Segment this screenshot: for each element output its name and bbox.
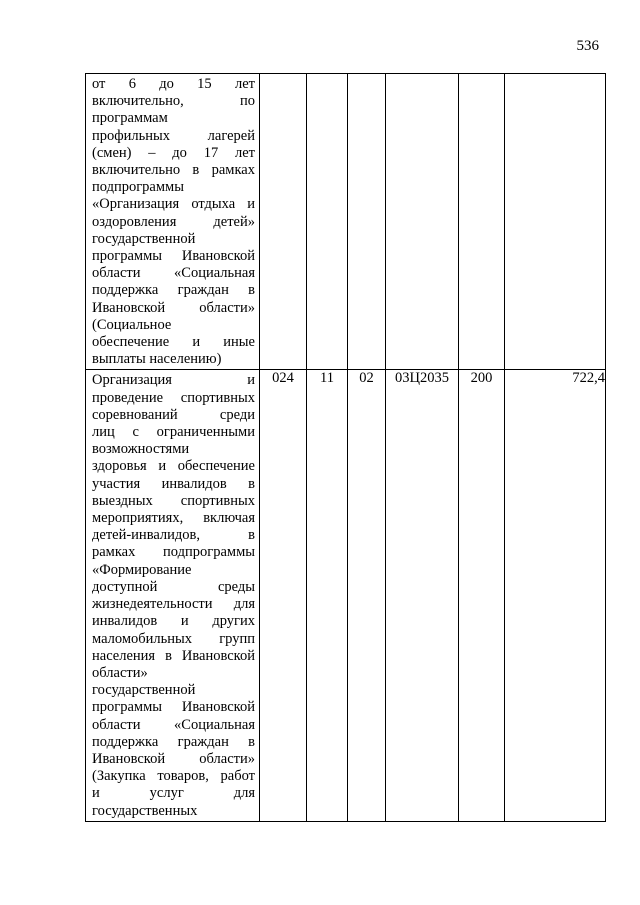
name-line: государственной <box>92 682 196 699</box>
section-code-cell <box>307 74 348 370</box>
target-article-cell <box>386 74 459 370</box>
name-line: включительно в рамках <box>92 162 255 179</box>
ministry-code-cell: 024 <box>260 370 307 821</box>
name-line: государственной <box>92 230 196 247</box>
name-line: соревнований среди <box>92 406 255 423</box>
name-line: доступной среды <box>92 578 255 595</box>
name-line: Ивановской области» <box>92 750 255 767</box>
name-line: возможностями <box>92 441 190 458</box>
name-line: области «Социальная <box>92 716 255 733</box>
name-line: участия инвалидов в <box>92 475 255 492</box>
name-line: и услуг для <box>92 785 255 802</box>
name-line: подпрограммы <box>92 179 184 196</box>
expense-name-cell <box>86 370 260 821</box>
name-line: «Организация отдыха и <box>92 196 255 213</box>
name-line: поддержка граждан в <box>92 733 255 750</box>
name-line: (смен) – до 17 лет <box>92 144 255 161</box>
amount-cell <box>505 74 606 370</box>
name-line: от 6 до 15 лет <box>92 76 255 92</box>
name-line: программам <box>92 110 168 127</box>
name-line: населения в Ивановской <box>92 647 255 664</box>
name-line: Организация и <box>92 372 255 389</box>
name-line: рамках подпрограммы <box>92 544 255 561</box>
name-line: программы Ивановской <box>92 248 255 265</box>
amount-cell: 722,4 <box>505 370 606 821</box>
name-line: здоровья и обеспечение <box>92 458 255 475</box>
name-line: проведение спортивных <box>92 389 255 406</box>
name-line: области» <box>92 664 148 681</box>
name-line: (Социальное <box>92 316 172 333</box>
name-line: включительно, по <box>92 93 255 110</box>
name-line: области «Социальная <box>92 265 255 282</box>
name-line: маломобильных групп <box>92 630 255 647</box>
page-number: 536 <box>576 38 599 54</box>
name-line: Ивановской области» <box>92 299 255 316</box>
name-line: выездных спортивных <box>92 492 255 509</box>
name-line: «Формирование <box>92 561 192 578</box>
name-line: мероприятиях, включая <box>92 510 255 527</box>
table-row <box>86 370 606 821</box>
name-line: выплаты населению) <box>92 351 222 368</box>
name-line: детей-инвалидов, в <box>92 527 255 544</box>
target-article-cell: 03Ц2035 <box>386 370 459 821</box>
table-row <box>86 74 606 370</box>
subsection-code-cell <box>348 74 386 370</box>
ministry-code-cell <box>260 74 307 370</box>
expense-name-cell <box>86 74 260 370</box>
name-line: (Закупка товаров, работ <box>92 768 255 785</box>
name-line: инвалидов и других <box>92 613 255 630</box>
subsection-code-cell: 02 <box>348 370 386 821</box>
name-line: государственных <box>92 802 198 819</box>
name-line: лиц с ограниченными <box>92 424 255 441</box>
name-line: профильных лагерей <box>92 127 255 144</box>
name-line: оздоровления детей» <box>92 213 255 230</box>
section-code-cell: 11 <box>307 370 348 821</box>
budget-table <box>85 73 606 822</box>
name-line: жизнедеятельности для <box>92 596 255 613</box>
name-line: поддержка граждан в <box>92 282 255 299</box>
expense-type-cell: 200 <box>459 370 505 821</box>
name-line: программы Ивановской <box>92 699 255 716</box>
name-line: обеспечение и иные <box>92 334 255 351</box>
expense-type-cell <box>459 74 505 370</box>
